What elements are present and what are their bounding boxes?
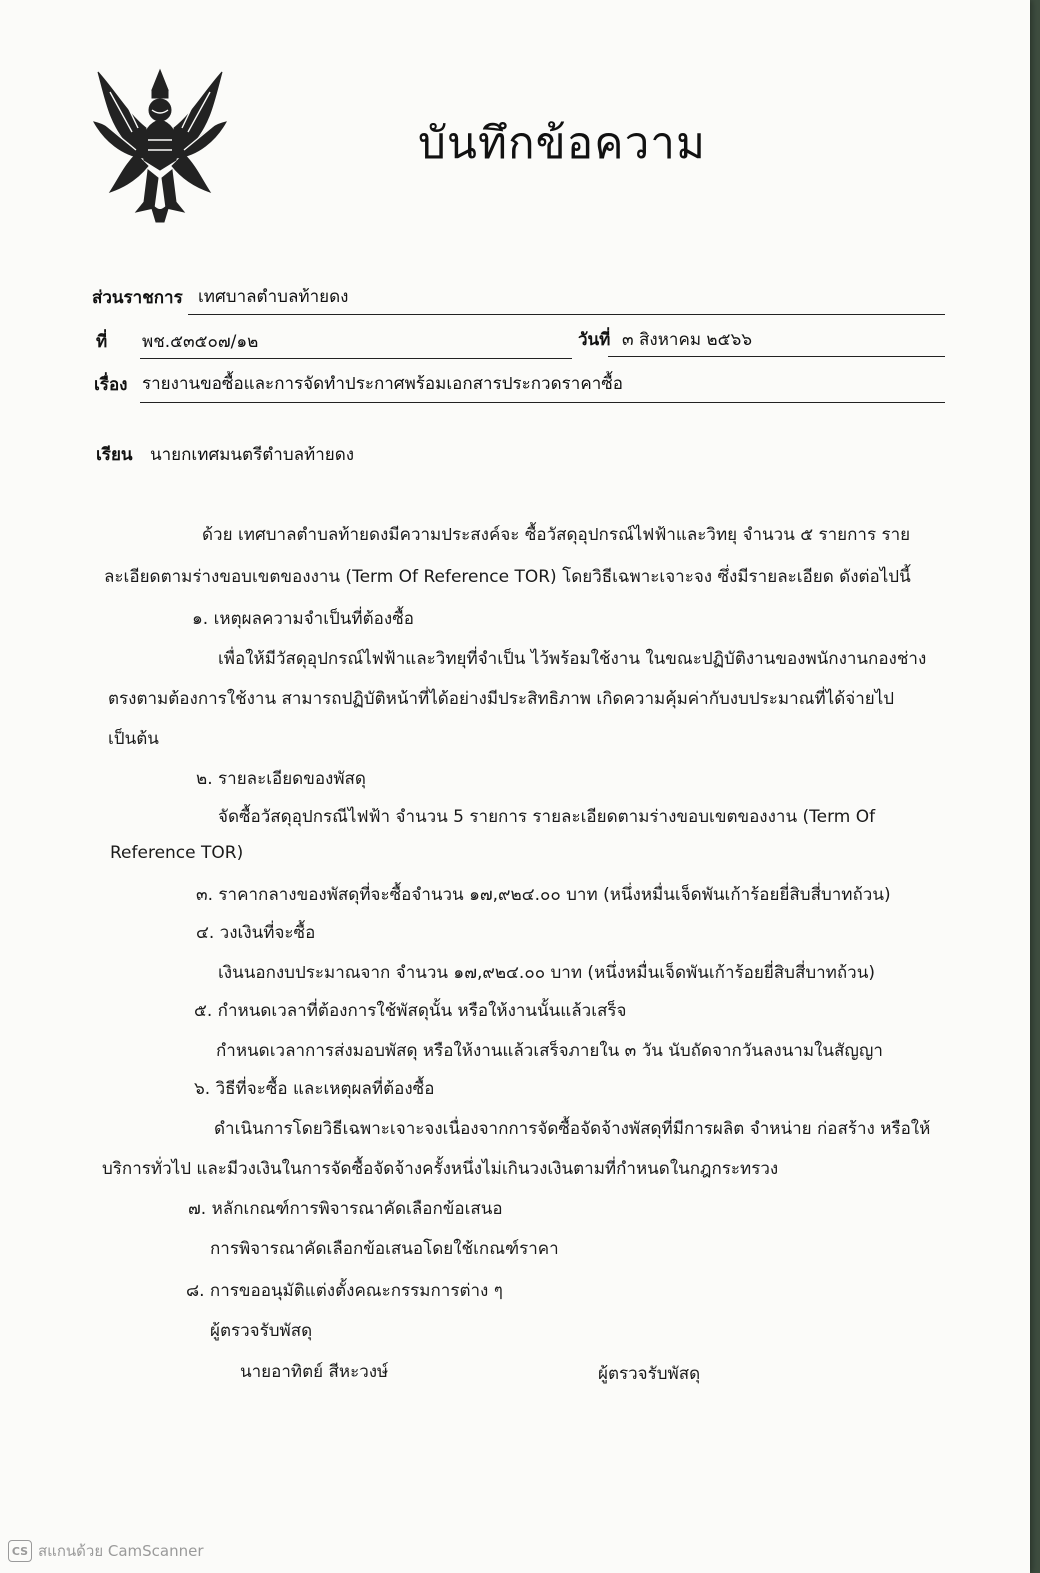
- section-heading: ๓. ราคากลางของพัสดุที่จะซื้อจำนวน ๑๗,๙๒๔.๐๐ บาท (หนึ่งหมื่นเจ็ดพันเก้าร้อยยี่สิบสี่บาทถ้วน): [196, 885, 891, 905]
- body-line: Reference TOR): [110, 843, 244, 863]
- body-line: ด้วย เทศบาลตำบลท้ายดงมีความประสงค์จะ ซื้อวัสดุอุปกรณ์ไฟฟ้าและวิทยุ จำนวน ๕ รายการ ราย: [202, 525, 911, 545]
- ref-value: พช.๕๓๕๐๗/๑๒: [142, 332, 259, 352]
- ref-label: ที่: [96, 332, 108, 352]
- subject-value: รายงานขอซื้อและการจัดทำประกาศพร้อมเอกสารประกวดราคาซื้อ: [142, 374, 623, 394]
- salutation-value: นายกเทศมนตรีตำบลท้ายดง: [150, 445, 355, 465]
- body-line: เพื่อให้มีวัสดุอุปกรณ์ไฟฟ้าและวิทยุที่จำเป็น ไว้พร้อมใช้งาน ในขณะปฏิบัติงานของพนักงานกองช่าง: [218, 649, 927, 669]
- date-label: วันที่: [578, 330, 611, 350]
- body-line: เงินนอกงบประมาณจาก จำนวน ๑๗,๙๒๔.๐๐ บาท (หนึ่งหมื่นเจ็ดพันเก้าร้อยยี่สิบสี่บาทถ้วน): [218, 963, 875, 983]
- section-heading: ๘. การขออนุมัติแต่งตั้งคณะกรรมการต่าง ๆ: [186, 1281, 503, 1301]
- body-line: จัดซื้อวัสดุอุปกรณีไฟฟ้า จำนวน 5 รายการ รายละเอียดตามร่างขอบเขตของงาน (Term Of: [218, 807, 876, 827]
- agency-rule: [188, 314, 945, 315]
- committee-role: ผู้ตรวจรับพัสดุ: [598, 1364, 701, 1384]
- document-title: บันทึกข้อความ: [418, 118, 707, 169]
- committee-name: นายอาทิตย์ สีหะวงษ์: [240, 1362, 389, 1382]
- camscanner-logo-icon: CS: [8, 1540, 32, 1562]
- body-line: ผู้ตรวจรับพัสดุ: [210, 1321, 313, 1341]
- date-value: ๓ สิงหาคม ๒๕๖๖: [622, 330, 753, 350]
- section-heading: ๕. กำหนดเวลาที่ต้องการใช้พัสดุนั้น หรือให้งานนั้นแล้วเสร็จ: [194, 1001, 627, 1021]
- subject-label: เรื่อง: [94, 375, 128, 395]
- body-line: บริการทั่วไป และมีวงเงินในการจัดซื้อจัดจ้างครั้งหนึ่งไม่เกินวงเงินตามที่กำหนดในกฎกระทรวง: [102, 1159, 779, 1179]
- salutation-label: เรียน: [96, 445, 133, 465]
- section-heading: ๑. เหตุผลความจำเป็นที่ต้องซื้อ: [192, 609, 414, 629]
- scanner-watermark: [8, 1539, 204, 1563]
- body-line: ละเอียดตามร่างขอบเขตของงาน (Term Of Reference TOR) โดยวิธีเฉพาะเจาะจง ซึ่งมีรายละเอียด ดังต่อไปนี้: [104, 567, 911, 587]
- ref-rule: [140, 358, 572, 359]
- section-heading: ๒. รายละเอียดของพัสดุ: [196, 769, 366, 789]
- body-line: การพิจารณาคัดเลือกข้อเสนอโดยใช้เกณฑ์ราคา: [210, 1239, 559, 1259]
- body-line: เป็นต้น: [108, 729, 159, 749]
- watermark-text: สแกนด้วย CamScanner: [38, 1542, 204, 1560]
- body-line: ตรงตามต้องการใช้งาน สามารถปฏิบัติหน้าที่ได้อย่างมีประสิทธิภาพ เกิดความคุ้มค่ากับงบประมาณที่ได้จ่ายไป: [108, 689, 895, 709]
- garuda-emblem-icon: [88, 62, 233, 227]
- section-heading: ๗. หลักเกณฑ์การพิจารณาคัดเลือกข้อเสนอ: [188, 1199, 503, 1219]
- body-line: กำหนดเวลาการส่งมอบพัสดุ หรือให้งานแล้วเสร็จภายใน ๓ วัน นับถัดจากวันลงนามในสัญญา: [216, 1041, 883, 1061]
- date-rule: [608, 356, 945, 357]
- subject-rule: [140, 402, 945, 403]
- agency-value: เทศบาลตำบลท้ายดง: [198, 287, 349, 307]
- section-heading: ๖. วิธีที่จะซื้อ และเหตุผลที่ต้องซื้อ: [194, 1079, 435, 1099]
- body-line: ดำเนินการโดยวิธีเฉพาะเจาะจงเนื่องจากการจัดซื้อจัดจ้างพัสดุที่มีการผลิต จำหน่าย ก่อสร้าง หรือให้: [214, 1119, 931, 1139]
- section-heading: ๔. วงเงินที่จะซื้อ: [196, 923, 316, 943]
- agency-label: ส่วนราชการ: [92, 288, 183, 308]
